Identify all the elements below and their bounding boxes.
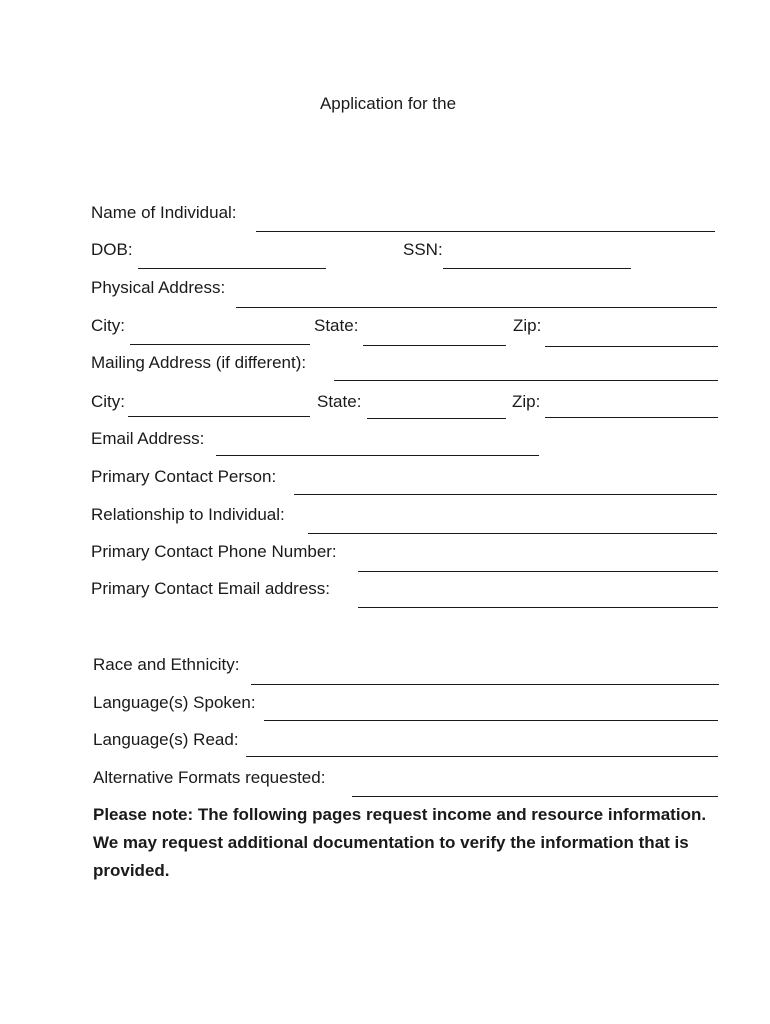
mailing-state-label: State: <box>317 392 362 411</box>
state-label: State: <box>314 316 359 335</box>
primary-contact-email-label: Primary Contact Email address: <box>91 579 331 598</box>
ssn-field[interactable] <box>443 268 631 269</box>
alternative-formats-label: Alternative Formats requested: <box>93 768 326 787</box>
zip-label: Zip: <box>513 316 542 335</box>
primary-contact-person-field[interactable] <box>294 494 717 495</box>
primary-contact-phone-field[interactable] <box>358 571 718 572</box>
city-field[interactable] <box>130 344 310 345</box>
city-label: City: <box>91 316 125 335</box>
languages-read-label: Language(s) Read: <box>93 730 239 749</box>
mailing-zip-field[interactable] <box>545 417 718 418</box>
race-ethnicity-field[interactable] <box>251 684 719 685</box>
physical-address-field[interactable] <box>236 307 717 308</box>
primary-contact-email-field[interactable] <box>358 607 718 608</box>
dob-label: DOB: <box>91 240 133 259</box>
primary-contact-person-label: Primary Contact Person: <box>91 467 277 486</box>
zip-field[interactable] <box>545 346 718 347</box>
mailing-state-field[interactable] <box>367 418 506 419</box>
ssn-label: SSN: <box>403 240 443 259</box>
languages-spoken-label: Language(s) Spoken: <box>93 693 256 712</box>
form-title: Application for the <box>319 94 457 113</box>
dob-field[interactable] <box>138 268 326 269</box>
name-of-individual-label: Name of Individual: <box>91 203 237 222</box>
mailing-city-label: City: <box>91 392 125 411</box>
mailing-zip-label: Zip: <box>512 392 541 411</box>
languages-spoken-field[interactable] <box>264 720 718 721</box>
state-field[interactable] <box>363 345 506 346</box>
alternative-formats-field[interactable] <box>352 796 718 797</box>
physical-address-label: Physical Address: <box>91 278 226 297</box>
email-address-field[interactable] <box>216 455 539 456</box>
primary-contact-phone-label: Primary Contact Phone Number: <box>91 542 337 561</box>
mailing-city-field[interactable] <box>128 416 310 417</box>
mailing-address-label: Mailing Address (if different): <box>91 353 307 372</box>
languages-read-field[interactable] <box>246 756 718 757</box>
relationship-label: Relationship to Individual: <box>91 505 285 524</box>
name-of-individual-field[interactable] <box>256 231 715 232</box>
email-address-label: Email Address: <box>91 429 205 448</box>
please-note-text: Please note: The following pages request income and resource information. We may request additional documentation to verify the information that is provided. <box>93 805 707 880</box>
race-ethnicity-label: Race and Ethnicity: <box>93 655 240 674</box>
relationship-field[interactable] <box>308 533 717 534</box>
mailing-address-field[interactable] <box>334 380 718 381</box>
